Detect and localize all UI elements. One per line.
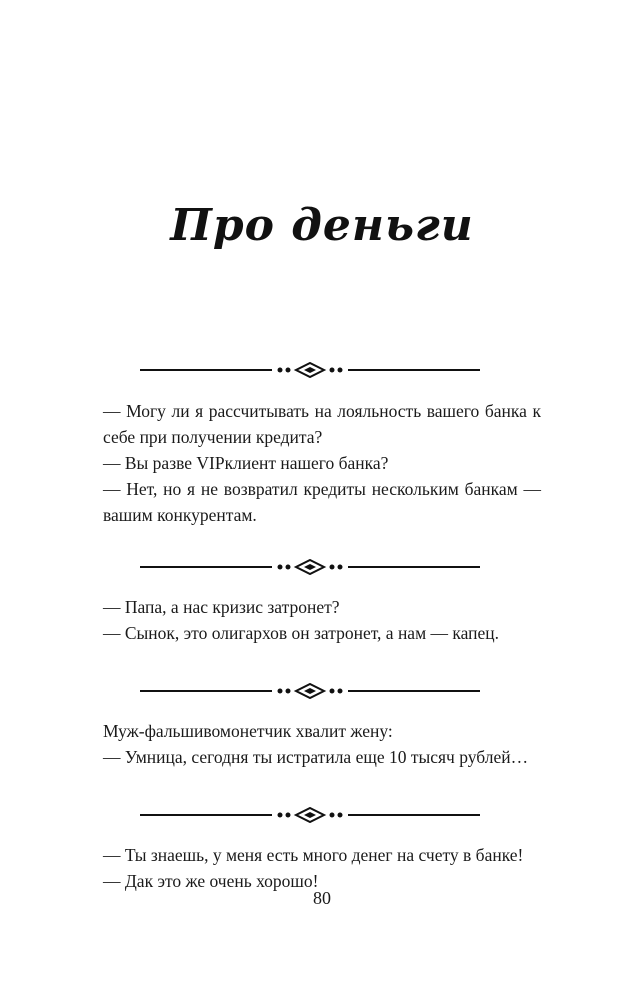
page-number: 80 bbox=[313, 888, 331, 908]
ornament-divider bbox=[140, 559, 480, 575]
joke-line: — Сынок, это олигархов он затронет, а нам — капец. bbox=[103, 623, 500, 643]
joke-line: — Умница, сегодня ты истратила еще 10 тысяч рублей… bbox=[103, 747, 529, 767]
joke-block-1 bbox=[103, 398, 541, 528]
joke-line: — Папа, а нас кризис затронет? bbox=[103, 597, 340, 617]
ornament-divider bbox=[140, 807, 480, 823]
joke-line: — Дак это же очень хорошо! bbox=[103, 871, 319, 891]
joke-block-4 bbox=[103, 842, 541, 894]
joke-line: Муж-фальшивомонетчик хвалит жену: bbox=[103, 721, 393, 741]
chapter-title: Про деньги bbox=[170, 200, 474, 251]
ornament-divider bbox=[140, 362, 480, 378]
ornament-divider bbox=[140, 683, 480, 699]
joke-line: — Могу ли я рассчитывать на лояльность вашего банка к себе при получении кредита? bbox=[103, 401, 541, 447]
joke-block-2 bbox=[103, 594, 541, 646]
joke-block-3 bbox=[103, 718, 541, 770]
joke-line: — Вы разве VIPклиент нашего банка? bbox=[103, 453, 389, 473]
joke-line: — Нет, но я не возвратил кредиты нескольким банкам — вашим конкурентам. bbox=[103, 479, 541, 525]
joke-line: — Ты знаешь, у меня есть много денег на счету в банке! bbox=[103, 845, 524, 865]
